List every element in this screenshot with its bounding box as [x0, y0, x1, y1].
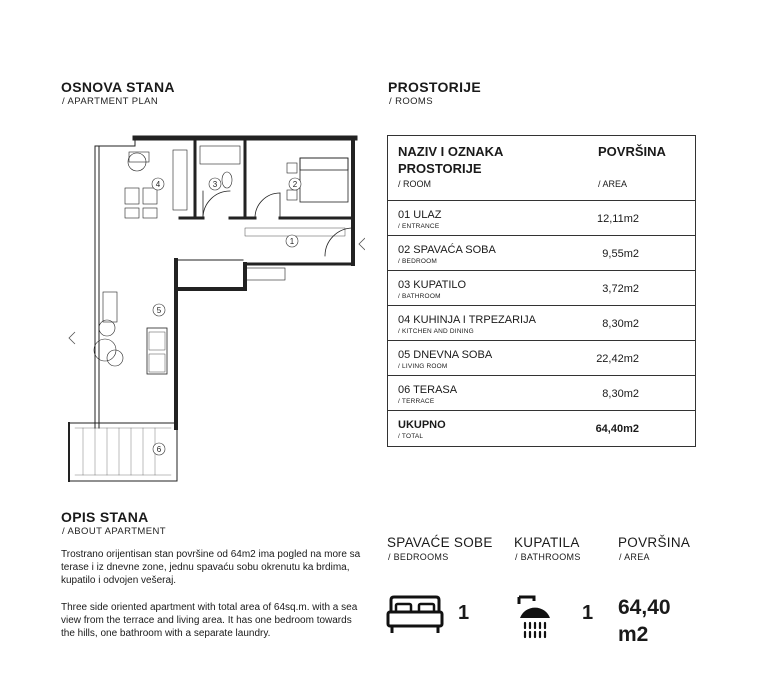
floor-plan [55, 128, 365, 490]
header-area-sub: / AREA [598, 179, 628, 189]
rooms-table-header [388, 136, 695, 201]
rooms-table [387, 135, 696, 447]
room-area: 9,55m2 [602, 248, 639, 260]
marker-3: 3 [212, 180, 218, 189]
marker-1: 1 [289, 237, 295, 246]
bedrooms-sub: / BEDROOMS [388, 552, 449, 562]
room-area: 3,72m2 [602, 283, 639, 295]
header-room-name: NAZIV I OZNAKA PROSTORIJE [398, 144, 503, 176]
marker-5: 5 [156, 306, 162, 315]
room-name: 04 KUHINJA I TRPEZARIJA [398, 314, 536, 326]
room-sub: / LIVING ROOM [398, 363, 448, 370]
about-text-local: Trostrano orijentisan stan površine od 64m2 ima pogled na more sa terase i iz dnevne zone, jednu spavaću sobu okrenutu ka brdima, kupatilo i odvojen vešeraj. [61, 549, 361, 586]
header-area: POVRŠINA [598, 144, 666, 159]
shower-icon [516, 592, 556, 640]
bathrooms-count: 1 [582, 602, 594, 624]
room-area: 8,30m2 [602, 318, 639, 330]
plan-title: OSNOVA STANA [61, 79, 175, 95]
room-name: 06 TERASA [398, 384, 458, 396]
table-row [388, 306, 695, 341]
marker-4: 4 [155, 180, 161, 189]
room-sub: / TERRACE [398, 398, 435, 405]
total-label: UKUPNO [398, 419, 446, 431]
table-row [388, 201, 695, 236]
room-name: 02 SPAVAĆA SOBA [398, 244, 496, 256]
marker-6: 6 [156, 445, 162, 454]
area-value-number: 64,40 [618, 596, 671, 619]
room-area: 22,42m2 [596, 353, 639, 365]
plan-subtitle: / APARTMENT PLAN [62, 96, 159, 107]
about-subtitle: / ABOUT APARTMENT [62, 526, 166, 537]
table-row [388, 376, 695, 411]
bedrooms-count: 1 [458, 602, 470, 624]
total-sub: / TOTAL [398, 433, 424, 440]
table-row [388, 271, 695, 306]
table-row-total [388, 411, 695, 446]
room-area: 12,11m2 [597, 213, 639, 225]
room-name: 01 ULAZ [398, 209, 442, 221]
room-sub: / BATHROOM [398, 293, 441, 300]
area-value-unit: m2 [618, 623, 649, 646]
header-room-sub: / ROOM [398, 179, 431, 189]
bathrooms-label: KUPATILA [514, 535, 580, 550]
about-title: OPIS STANA [61, 509, 149, 525]
room-sub: / BEDROOM [398, 258, 437, 265]
area-label: POVRŠINA [618, 535, 691, 550]
table-row [388, 236, 695, 271]
area-sub: / AREA [619, 552, 650, 562]
bed-icon [386, 592, 444, 638]
rooms-title: PROSTORIJE [388, 79, 481, 95]
total-area: 64,40m2 [595, 423, 639, 435]
about-text-en: Three side oriented apartment with total area of 64sq.m. with a sea view from the terrace and living area. It has one bedroom towards the hills, one bathroom with a separate laundry. [61, 602, 358, 639]
room-sub: / KITCHEN AND DINING [398, 328, 474, 335]
area-value [618, 594, 671, 648]
room-area: 8,30m2 [602, 388, 639, 400]
bathrooms-sub: / BATHROOMS [515, 552, 581, 562]
rooms-subtitle: / ROOMS [389, 96, 433, 107]
table-row [388, 341, 695, 376]
room-sub: / ENTRANCE [398, 223, 440, 230]
marker-2: 2 [292, 180, 298, 189]
room-name: 03 KUPATILO [398, 279, 467, 291]
bedrooms-label: SPAVAĆE SOBE [387, 535, 493, 550]
room-name: 05 DNEVNA SOBA [398, 349, 493, 361]
